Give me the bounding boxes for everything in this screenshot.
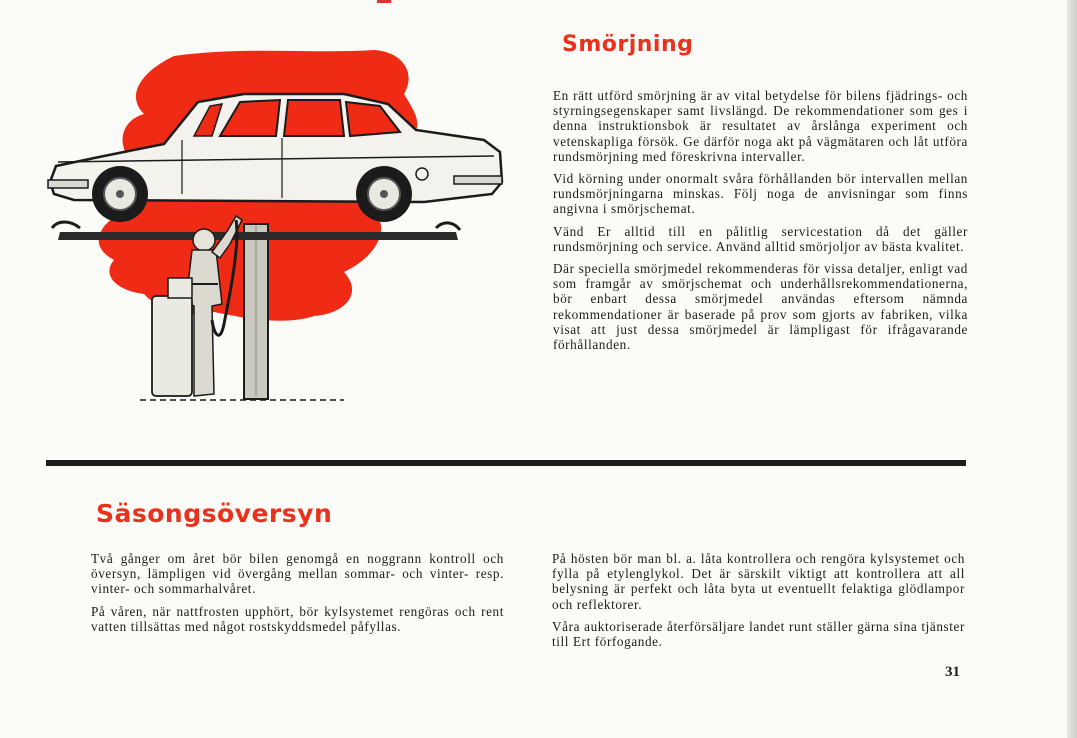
page-edge [1067,0,1077,738]
section-title-seasonal: Säsongsöversyn [96,499,333,528]
page-number: 31 [945,664,960,680]
paragraph: Två gånger om året bör bilen genomgå en noggrann kontroll och översyn, lämpligen vid övergång mellan sommar- och vinter- resp. vinter- och sommarhalvåret. [91,551,504,597]
paragraph: En rätt utförd smörjning är av vital betydelse för bilens fjädrings- och styrningsegenskaper samt livslängd. De rekommendationer som ges i denna instruktionsbok är resultatet av årslånga experiment och vetenskapliga försök. Ge därför noga akt på vägmätaren och låt utföra rundsmörjning med föreskrivna intervaller. [553,88,968,164]
paragraph: På hösten bör man bl. a. låta kontrollera och rengöra kylsystemet och fylla på etylenglykol. Det är särskilt viktigt att kontrollera att all belysning är perfekt och låta byta ut eventuellt felaktiga glödlampor och reflektorer. [552,551,965,612]
section-divider [46,460,966,466]
lubrication-text [553,88,968,359]
paragraph: Våra auktoriserade återförsäljare landet runt ställer gärna sina tjänster till Ert förfogande. [552,618,965,650]
seasonal-text-right [552,551,965,656]
seasonal-text-left [91,551,504,641]
paragraph: Vänd Er alltid till en pålitlig servicestation då det gäller rundsmörjning och service. Använd alltid smörjoljor av bästa kvalitet. [553,223,968,254]
paragraph: På våren, när nattfrosten upphört, bör kylsystemet rengöras och rent vatten tillsättas med något rostskyddsmedel påfyllas. [91,603,504,634]
paragraph: Vid körning under onormalt svåra förhållanden bör intervallen mellan rundsmörjningarna minskas. Följ noga de anvisningar som finns angivna i smörjschemat. [553,171,968,217]
car-lift-illustration [44,44,514,414]
paragraph: Där speciella smörjmedel rekommenderas för vissa detaljer, enligt vad som framgår av smörjschemat och underhållsrekommendationerna, bör enbart dessa smörjmedel användas eftersom nämnda rekommendationer är baserade på prov som gjorts av fabriken, vilka visat att just dessa smörjmedel är lämpligast för ifrågavarande förhållanden. [553,261,968,353]
section-title-lubrication: Smörjning [562,32,694,57]
crop-mark [377,0,391,3]
